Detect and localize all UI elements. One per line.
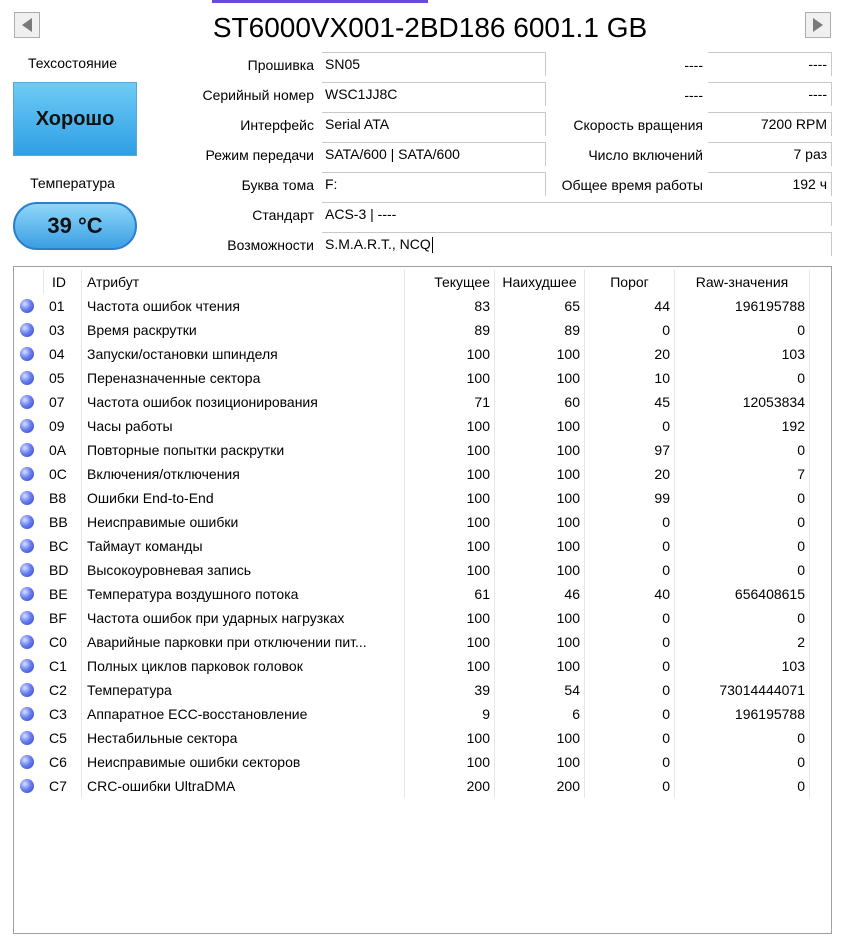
- current-value: 39: [405, 678, 495, 702]
- standard-value: ACS-3 | ----: [322, 202, 832, 226]
- header-current[interactable]: Текущее: [405, 270, 495, 294]
- threshold-value: 0: [585, 774, 675, 798]
- next-disk-button[interactable]: [805, 12, 831, 38]
- attribute-id: BB: [44, 510, 82, 534]
- threshold-value: 0: [585, 702, 675, 726]
- raw-value: 0: [675, 366, 810, 390]
- worst-value: 100: [495, 462, 585, 486]
- worst-value: 100: [495, 414, 585, 438]
- table-row[interactable]: [14, 342, 831, 366]
- attribute-id: 04: [44, 342, 82, 366]
- worst-value: 100: [495, 510, 585, 534]
- table-row[interactable]: [14, 726, 831, 750]
- status-cell: [14, 318, 44, 342]
- status-cell: [14, 510, 44, 534]
- raw-value: 103: [675, 342, 810, 366]
- triangle-left-icon: [22, 18, 32, 32]
- status-cell: [14, 294, 44, 318]
- worst-value: 60: [495, 390, 585, 414]
- worst-value: 100: [495, 438, 585, 462]
- worst-value: 100: [495, 750, 585, 774]
- text-cursor: [432, 237, 433, 253]
- attribute-name: Время раскрутки: [82, 318, 405, 342]
- attribute-name: Таймаут команды: [82, 534, 405, 558]
- attribute-id: 03: [44, 318, 82, 342]
- current-value: 100: [405, 414, 495, 438]
- interface-label: Интерфейс: [240, 117, 314, 133]
- attribute-name: Высокоуровневая запись: [82, 558, 405, 582]
- table-row[interactable]: [14, 582, 831, 606]
- threshold-value: 20: [585, 462, 675, 486]
- attribute-id: C2: [44, 678, 82, 702]
- threshold-value: 0: [585, 414, 675, 438]
- attribute-name: Полных циклов парковок головок: [82, 654, 405, 678]
- firmware-label: Прошивка: [247, 57, 314, 73]
- header-id[interactable]: ID: [44, 270, 82, 294]
- status-cell: [14, 606, 44, 630]
- rotation-speed-label: Скорость вращения: [573, 117, 703, 133]
- status-cell: [14, 390, 44, 414]
- table-row[interactable]: [14, 534, 831, 558]
- status-cell: [14, 678, 44, 702]
- worst-value: 46: [495, 582, 585, 606]
- attribute-id: 0C: [44, 462, 82, 486]
- status-dot-icon: [20, 755, 34, 769]
- raw-value: 2: [675, 630, 810, 654]
- current-value: 100: [405, 750, 495, 774]
- status-dot-icon: [20, 563, 34, 577]
- attribute-id: BD: [44, 558, 82, 582]
- attribute-id: BC: [44, 534, 82, 558]
- current-value: 71: [405, 390, 495, 414]
- firmware-value: SN05: [322, 52, 546, 76]
- status-cell: [14, 366, 44, 390]
- current-value: 100: [405, 534, 495, 558]
- table-row[interactable]: [14, 366, 831, 390]
- table-row[interactable]: [14, 390, 831, 414]
- attribute-id: 07: [44, 390, 82, 414]
- previous-disk-button[interactable]: [14, 12, 40, 38]
- raw-value: 73014444071: [675, 678, 810, 702]
- status-cell: [14, 438, 44, 462]
- raw-value: 12053834: [675, 390, 810, 414]
- status-dot-icon: [20, 707, 34, 721]
- attribute-name: Включения/отключения: [82, 462, 405, 486]
- status-dot-icon: [20, 347, 34, 361]
- raw-value: 0: [675, 774, 810, 798]
- table-header: [14, 270, 831, 294]
- table-row[interactable]: [14, 510, 831, 534]
- current-value: 100: [405, 486, 495, 510]
- status-dot-icon: [20, 323, 34, 337]
- threshold-value: 0: [585, 678, 675, 702]
- table-row[interactable]: [14, 486, 831, 510]
- current-value: 100: [405, 558, 495, 582]
- status-dot-icon: [20, 635, 34, 649]
- attribute-id: 01: [44, 294, 82, 318]
- threshold-value: 0: [585, 534, 675, 558]
- threshold-value: 44: [585, 294, 675, 318]
- status-dot-icon: [20, 779, 34, 793]
- status-cell: [14, 342, 44, 366]
- status-cell: [14, 414, 44, 438]
- raw-value: 0: [675, 510, 810, 534]
- attribute-id: 0A: [44, 438, 82, 462]
- status-cell: [14, 486, 44, 510]
- raw-value: 656408615: [675, 582, 810, 606]
- header-attribute[interactable]: Атрибут: [82, 270, 405, 294]
- worst-value: 100: [495, 366, 585, 390]
- attribute-id: BF: [44, 606, 82, 630]
- attribute-name: Температура воздушного потока: [82, 582, 405, 606]
- smart-attributes-table[interactable]: [13, 266, 832, 934]
- table-row[interactable]: [14, 750, 831, 774]
- raw-value: 0: [675, 558, 810, 582]
- serial-value: WSC1JJ8C: [322, 82, 546, 106]
- threshold-value: 0: [585, 726, 675, 750]
- current-value: 100: [405, 438, 495, 462]
- threshold-value: 40: [585, 582, 675, 606]
- table-row[interactable]: [14, 558, 831, 582]
- triangle-right-icon: [813, 18, 823, 32]
- header-status-column[interactable]: [14, 270, 44, 294]
- table-row[interactable]: [14, 702, 831, 726]
- status-dot-icon: [20, 371, 34, 385]
- status-dot-icon: [20, 731, 34, 745]
- status-cell: [14, 774, 44, 798]
- worst-value: 89: [495, 318, 585, 342]
- attribute-name: Температура: [82, 678, 405, 702]
- raw-value: 0: [675, 534, 810, 558]
- attribute-name: Неисправимые ошибки: [82, 510, 405, 534]
- status-dot-icon: [20, 515, 34, 529]
- attribute-id: C3: [44, 702, 82, 726]
- attribute-name: Аппаратное ECC-восстановление: [82, 702, 405, 726]
- worst-value: 200: [495, 774, 585, 798]
- current-value: 100: [405, 366, 495, 390]
- threshold-value: 0: [585, 510, 675, 534]
- interface-value: Serial ATA: [322, 112, 546, 136]
- health-label: Техсостояние: [28, 55, 117, 71]
- table-row[interactable]: [14, 294, 831, 318]
- raw-value: 0: [675, 606, 810, 630]
- header-worst[interactable]: Наихудшее: [495, 270, 585, 294]
- threshold-value: 0: [585, 630, 675, 654]
- attribute-name: CRC-ошибки UltraDMA: [82, 774, 405, 798]
- current-value: 100: [405, 510, 495, 534]
- attribute-id: C0: [44, 630, 82, 654]
- threshold-value: 0: [585, 558, 675, 582]
- transfer-mode-label: Режим передачи: [205, 147, 314, 163]
- threshold-value: 45: [585, 390, 675, 414]
- drive-letter-value: F:: [322, 172, 546, 196]
- threshold-value: 97: [585, 438, 675, 462]
- current-value: 100: [405, 342, 495, 366]
- attribute-id: C6: [44, 750, 82, 774]
- status-dot-icon: [20, 491, 34, 505]
- worst-value: 65: [495, 294, 585, 318]
- table-row[interactable]: [14, 678, 831, 702]
- status-dot-icon: [20, 299, 34, 313]
- threshold-value: 0: [585, 750, 675, 774]
- raw-value: 103: [675, 654, 810, 678]
- power-on-hours-value: 192 ч: [708, 172, 832, 196]
- attribute-id: 05: [44, 366, 82, 390]
- attribute-id: C1: [44, 654, 82, 678]
- attribute-name: Частота ошибок при ударных нагрузках: [82, 606, 405, 630]
- status-dot-icon: [20, 539, 34, 553]
- raw-value: 192: [675, 414, 810, 438]
- attribute-id: C7: [44, 774, 82, 798]
- current-value: 61: [405, 582, 495, 606]
- table-row[interactable]: [14, 318, 831, 342]
- attribute-name: Повторные попытки раскрутки: [82, 438, 405, 462]
- status-dot-icon: [20, 587, 34, 601]
- header-raw-values[interactable]: Raw-значения: [675, 270, 810, 294]
- worst-value: 100: [495, 486, 585, 510]
- table-row[interactable]: [14, 774, 831, 798]
- threshold-value: 99: [585, 486, 675, 510]
- worst-value: 54: [495, 678, 585, 702]
- current-value: 9: [405, 702, 495, 726]
- current-value: 89: [405, 318, 495, 342]
- raw-value: 7: [675, 462, 810, 486]
- table-row[interactable]: [14, 438, 831, 462]
- attribute-id: 09: [44, 414, 82, 438]
- standard-label: Стандарт: [252, 207, 314, 223]
- status-cell: [14, 750, 44, 774]
- raw-value: 0: [675, 438, 810, 462]
- current-value: 100: [405, 630, 495, 654]
- status-dot-icon: [20, 611, 34, 625]
- attribute-name: Частота ошибок позиционирования: [82, 390, 405, 414]
- status-cell: [14, 654, 44, 678]
- raw-value: 0: [675, 726, 810, 750]
- status-cell: [14, 702, 44, 726]
- status-cell: [14, 534, 44, 558]
- right-field-2-value: ----: [708, 82, 832, 106]
- attribute-id: C5: [44, 726, 82, 750]
- raw-value: 196195788: [675, 702, 810, 726]
- attribute-name: Запуски/остановки шпинделя: [82, 342, 405, 366]
- raw-value: 0: [675, 318, 810, 342]
- disk-title: ST6000VX001-2BD186 6001.1 GB: [212, 12, 648, 43]
- worst-value: 100: [495, 606, 585, 630]
- status-cell: [14, 630, 44, 654]
- attribute-name: Частота ошибок чтения: [82, 294, 405, 318]
- worst-value: 100: [495, 534, 585, 558]
- worst-value: 100: [495, 726, 585, 750]
- serial-label: Серийный номер: [202, 87, 314, 103]
- attribute-name: Ошибки End-to-End: [82, 486, 405, 510]
- current-value: 100: [405, 606, 495, 630]
- power-on-count-value: 7 раз: [708, 142, 832, 166]
- status-dot-icon: [20, 395, 34, 409]
- status-cell: [14, 582, 44, 606]
- current-value: 100: [405, 654, 495, 678]
- attribute-name: Часы работы: [82, 414, 405, 438]
- status-cell: [14, 726, 44, 750]
- worst-value: 6: [495, 702, 585, 726]
- current-value: 100: [405, 726, 495, 750]
- attribute-id: BE: [44, 582, 82, 606]
- attribute-id: B8: [44, 486, 82, 510]
- attribute-name: Неисправимые ошибки секторов: [82, 750, 405, 774]
- power-on-hours-label: Общее время работы: [561, 177, 703, 193]
- current-value: 83: [405, 294, 495, 318]
- threshold-value: 0: [585, 654, 675, 678]
- threshold-value: 0: [585, 318, 675, 342]
- attribute-name: Нестабильные сектора: [82, 726, 405, 750]
- status-cell: [14, 462, 44, 486]
- worst-value: 100: [495, 630, 585, 654]
- threshold-value: 20: [585, 342, 675, 366]
- table-row[interactable]: [14, 654, 831, 678]
- raw-value: 0: [675, 750, 810, 774]
- current-value: 100: [405, 462, 495, 486]
- health-status-button[interactable]: Хорошо: [13, 82, 137, 156]
- attribute-name: Переназначенные сектора: [82, 366, 405, 390]
- right-field-1-label: ----: [684, 57, 703, 73]
- right-field-1-value: ----: [708, 52, 832, 76]
- transfer-mode-value: SATA/600 | SATA/600: [322, 142, 546, 166]
- table-row[interactable]: [14, 414, 831, 438]
- drive-letter-label: Буква тома: [241, 177, 314, 193]
- status-dot-icon: [20, 419, 34, 433]
- rotation-speed-value: 7200 RPM: [708, 112, 832, 136]
- features-field[interactable]: [322, 232, 832, 256]
- power-on-count-label: Число включений: [588, 147, 703, 163]
- right-field-2-label: ----: [684, 87, 703, 103]
- features-label: Возможности: [227, 237, 314, 253]
- status-dot-icon: [20, 443, 34, 457]
- temperature-label: Температура: [30, 175, 115, 191]
- status-dot-icon: [20, 659, 34, 673]
- temperature-value[interactable]: 39 °C: [13, 202, 137, 250]
- header-threshold[interactable]: Порог: [585, 270, 675, 294]
- features-value: S.M.A.R.T., NCQ: [325, 236, 431, 252]
- current-value: 200: [405, 774, 495, 798]
- worst-value: 100: [495, 558, 585, 582]
- threshold-value: 0: [585, 606, 675, 630]
- threshold-value: 10: [585, 366, 675, 390]
- worst-value: 100: [495, 654, 585, 678]
- attribute-name: Аварийные парковки при отключении пит...: [82, 630, 405, 654]
- table-row[interactable]: [14, 606, 831, 630]
- raw-value: 0: [675, 486, 810, 510]
- status-cell: [14, 558, 44, 582]
- worst-value: 100: [495, 342, 585, 366]
- top-accent-bar: [212, 0, 428, 3]
- table-row[interactable]: [14, 630, 831, 654]
- status-dot-icon: [20, 467, 34, 481]
- table-row[interactable]: [14, 462, 831, 486]
- raw-value: 196195788: [675, 294, 810, 318]
- status-dot-icon: [20, 683, 34, 697]
